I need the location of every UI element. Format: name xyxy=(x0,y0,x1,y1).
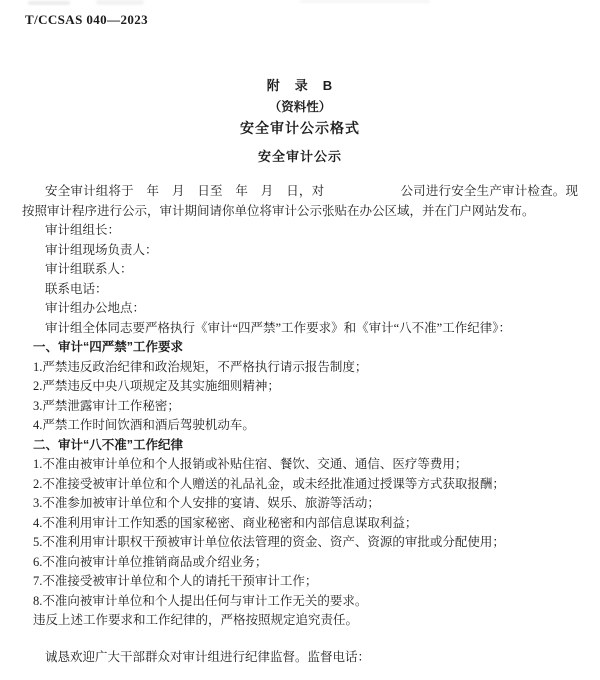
scan-artifact xyxy=(96,0,144,5)
appendix-title-block xyxy=(0,78,600,165)
section2-item: 7.不准接受被审计单位和个人的请托干预审计工作； xyxy=(33,574,318,588)
info-line-leader: 审计组组长： xyxy=(45,223,121,237)
standard-doc-number: T/CCSAS 040—2023 xyxy=(25,12,149,27)
section2-item: 6.不准向被审计单位推销商品或介绍业务； xyxy=(33,554,268,569)
info-line-discipline: 审计组全体同志要严格执行《审计“四严禁”工作要求》和《审计“八不准”工作纪律》： xyxy=(45,320,511,335)
scan-artifact xyxy=(28,1,70,5)
section2-item: 3.不准参加被审计单位和个人安排的宴请、娱乐、旅游等活动； xyxy=(33,496,380,510)
appendix-label: 附 录 B xyxy=(266,78,334,93)
section1-item: 3.严禁泄露审计工作秘密； xyxy=(33,398,180,413)
scan-artifact xyxy=(300,0,430,3)
closing-line: 违反上述工作要求和工作纪律的，严格按照规定追究责任。 xyxy=(33,613,359,627)
info-line-site-head: 审计组现场负责人： xyxy=(45,242,158,257)
info-line-phone: 联系电话： xyxy=(45,281,108,296)
section2-item: 1.不准由被审计单位和个人报销或补贴住宿、餐饮、交通、通信、医疗等费用； xyxy=(33,457,468,471)
notice-title: 安全审计公示 xyxy=(257,149,342,165)
document-body xyxy=(22,182,578,667)
info-line-contact: 审计组联系人： xyxy=(45,262,133,276)
intro-paragraph: 安全审计组将于 年 月 日至 年 月 日，对 公司进行安全生产审计检查。现按照审计程序进行公示，审计期间请你单位将审计公示张贴在办公区域，并在门户网站发布。 xyxy=(22,184,578,218)
section2-heading: 二、审计“八不准”工作纪律 xyxy=(33,437,184,452)
section1-item: 4.严禁工作时间饮酒和酒后驾驶机动车。 xyxy=(33,418,255,432)
section2-item: 8.不准向被审计单位和个人提出任何与审计工作无关的要求。 xyxy=(33,593,368,608)
appendix-kind-label: （资料性） xyxy=(268,99,332,114)
info-line-office: 审计组办公地点： xyxy=(45,301,146,315)
appendix-heading: 安全审计公示格式 xyxy=(240,119,360,136)
section1-item: 1.严禁违反政治纪律和政治规矩，不严格执行请示报告制度； xyxy=(33,359,368,374)
section2-item: 5.不准利用审计职权干预被审计单位依法管理的资金、资产、资源的审批或分配使用； xyxy=(33,535,505,549)
section1-item: 2.严禁违反中央八项规定及其实施细则精神； xyxy=(33,379,280,393)
section1-heading: 一、审计“四严禁”工作要求 xyxy=(33,340,184,354)
supervision-line: 诚恳欢迎广大干部群众对审计组进行纪律监督。监督电话： xyxy=(45,649,371,664)
section2-item: 2.不准接受被审计单位和个人赠送的礼品礼金，或未经批准通过授课等方式获取报酬； xyxy=(33,476,505,491)
section2-item: 4.不准利用审计工作知悉的国家秘密、商业秘密和内部信息谋取利益； xyxy=(33,515,418,530)
